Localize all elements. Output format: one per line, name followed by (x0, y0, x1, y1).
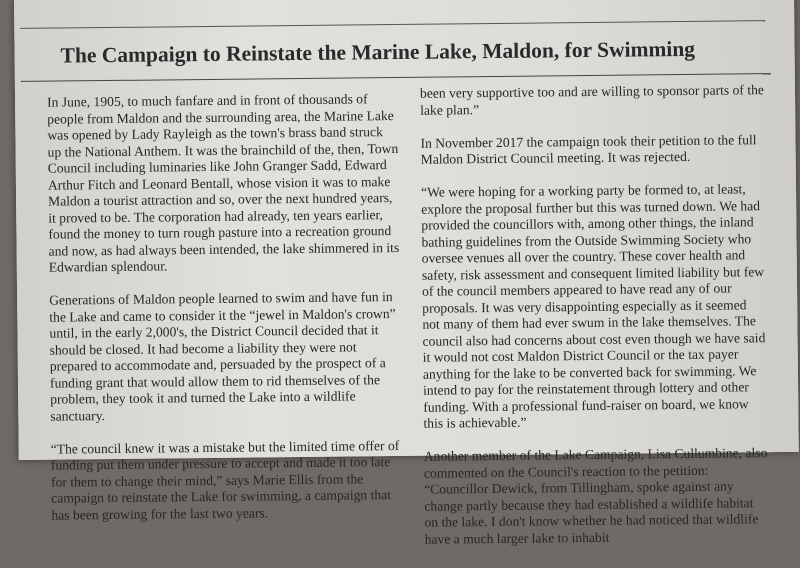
paragraph: “We were hoping for a working party be formed to, at least, explore the proposal further but this was turned down. We had provided the councillors with, among other things, the inland bathing guidelines from the Outside Swimming Society who oversee venues all over the country. These cover health and safety, risk assessment and consequent limited liability but few of the council members appeared to have read any of our proposals. It was very disappointing especially as it seemed not many of them had ever swum in the lake themselves. The council also had concerns about cost even though we have said it would not cost Maldon District Council or the tax payer anything for the lake to be converted back for swimming. We intend to pay for the reinstatement through lottery and other funding. With a professional fund-raiser on board, we know this is achievable.” (420, 181, 766, 431)
left-column (47, 91, 404, 540)
article-title: The Campaign to Reinstate the Marine Lake, Maldon, for Swimming (60, 36, 696, 68)
paragraph: “The council knew it was a mistake but the limited time offer of funding put them under pressure to accept and made it too late for them to change their mind,” says Marie Ellis from the campaign to reinstate the Lake for swimming, a campaign that has been growing for the last two years. (50, 437, 400, 523)
top-rule (20, 20, 765, 29)
paragraph: In June, 1905, to much fanfare and in front of thousands of people from Maldon and the surrounding area, the Marine Lake was opened by Lady Rayleigh as the town's brass band struck up the National Anthem. It was the brainchild of the, then, Town Council including luminaries like John Granger Sadd, Edward Arthur Fitch and Leonard Bentall, whose vision it was to make Maldon a tourist attraction and so, over the next hundred years, it proved to be. The corporation had already, ten years earlier, found the money to turn rough pasture into a recreation ground and now, as had always been intended, the lake shimmered in its Edwardian splendour. (46, 91, 400, 275)
right-column (420, 82, 770, 564)
paragraph: In November 2017 the campaign took their petition to the full Maldon District Council meeting. It was rejected. (420, 131, 757, 167)
title-divider (21, 73, 771, 82)
newspaper-page (14, 0, 799, 547)
paragraph: Another member of the Lake Campaign, Lisa Cullumbine, also commented on the Council's reaction to the petition: “Councillor Dewick, from Tillingham, spoke against any change partly because they had established a wildlife habitat on the lake. I don't know whether he had noticed that wildlife have a much larger lake to inhabit (423, 445, 768, 547)
paragraph: been very supportive too and are willing to sponsor parts of the lake plan.” (419, 82, 764, 118)
paragraph: Generations of Maldon people learned to swim and have fun in the Lake and came to consider it the “jewel in Maldon's crown” until, in the early 2,000's, the District Council decided that it should be closed. It had become a liability they were not prepared to accommodate and, persuaded by the prospect of a funding grant that would allow them to rid themselves of the problem, they took it and turned the Lake into a wildlife sanctuary. (49, 289, 396, 424)
